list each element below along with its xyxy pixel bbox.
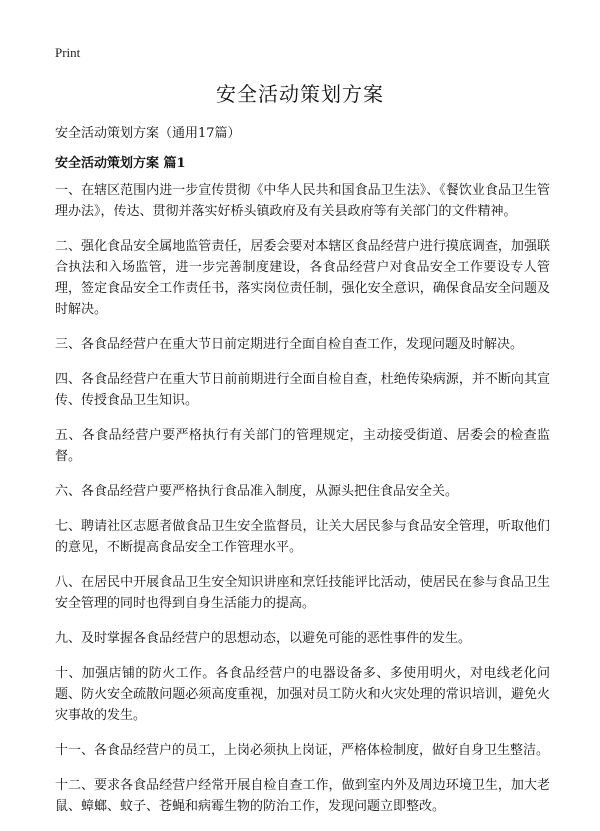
section-heading: 安全活动策划方案 篇1 (55, 156, 186, 171)
paragraph: 五、各食品经营户要严格执行有关部门的管理规定，主动接受街道、居委会的检查监督。 (55, 428, 550, 464)
document-body (55, 180, 550, 831)
paragraph: 七、聘请社区志愿者做食品卫生安全监督员，让关大居民参与食品安全管理，听取他们的意见，不断提高食品安全工作管理水平。 (55, 519, 550, 555)
paragraph: 四、各食品经营户在重大节日前前期进行全面自检自查，杜绝传染病源，并不断向其宣传、传授食品卫生知识。 (55, 372, 550, 408)
paragraph: 十、加强店铺的防火工作。各食品经营户的电器设备多、多使用明火，对电线老化问题、防火安全疏散问题必须高度重视，加强对员工防火和火灾处理的常识培训，避免火灾事故的发生。 (55, 666, 550, 723)
paragraph: 十二、要求各食品经营户经常开展自检自查工作，做到室内外及周边环境卫生，加大老鼠、蟑螂、蚊子、苍蝇和病霉生物的防治工作，发现问题立即整改。 (55, 778, 550, 814)
paragraph: 八、在居民中开展食品卫生安全知识讲座和烹饪技能评比活动，使居民在参与食品卫生安全管理的同时也得到自身生活能力的提高。 (55, 575, 550, 611)
paragraph: 十一、各食品经营户的员工，上岗必须执上岗证，严格体检制度，做好自身卫生整洁。 (55, 743, 550, 758)
paragraph: 六、各食品经营户要严格执行食品准入制度，从源头把住食品安全关。 (55, 484, 459, 499)
paragraph: 二、强化食品安全属地监管责任，居委会要对本辖区食品经营户进行摸底调查，加强联合执法和入场监管，进一步完善制度建设，各食品经营户对食品安全工作要设专人管理，签定食品安全工作责任书，落实岗位责任制，强化安全意识，确保食品安全问题及时解决。 (55, 239, 550, 317)
print-link[interactable]: Print (55, 45, 81, 60)
paragraph: 三、各食品经营户在重大节日前定期进行全面自检自查工作，发现问题及时解决。 (55, 337, 524, 352)
document-subtitle: 安全活动策划方案（通用17篇） (55, 126, 241, 141)
paragraph: 一、在辖区范围内进一步宣传贯彻《中华人民共和国食品卫生法》、《餐饮业食品卫生管理办法》，传达、贯彻并落实好桥头镇政府及有关县政府等有关部门的文件精神。 (55, 183, 550, 219)
paragraph: 九、及时掌握各食品经营户的思想动态，以避免可能的恶性事件的发生。 (55, 631, 472, 646)
page-title: 安全活动策划方案 (216, 82, 384, 106)
